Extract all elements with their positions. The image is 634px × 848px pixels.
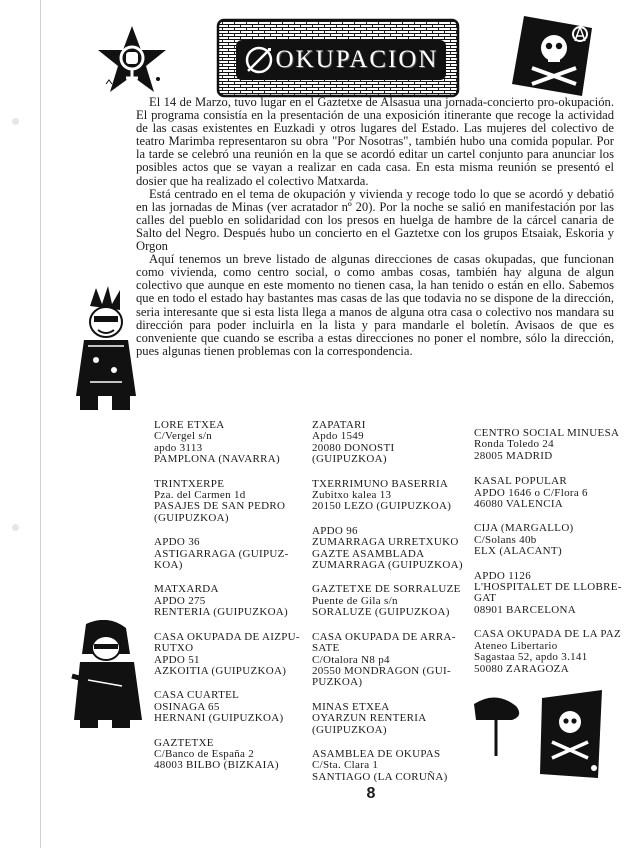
address-column-2 bbox=[312, 420, 464, 796]
address-line: PAMPLONA (NAVARRA) bbox=[154, 453, 280, 466]
address-line: RENTERIA (GUIPUZKOA) bbox=[154, 606, 289, 619]
address-column-3 bbox=[474, 420, 626, 688]
address-line: APDO 96 bbox=[312, 524, 358, 537]
address-line: 20550 MONDRAGON (GUI- bbox=[312, 664, 451, 677]
address-line: TRINTXERPE bbox=[154, 477, 225, 490]
address-entry bbox=[312, 420, 464, 466]
address-line: SORALUZE (GUIPUZKOA) bbox=[312, 606, 450, 619]
address-line: CASA OKUPADA DE ARRA- bbox=[312, 630, 456, 643]
address-column-1 bbox=[154, 420, 306, 785]
address-entry bbox=[474, 571, 626, 617]
address-line: Ateneo Libertario bbox=[474, 639, 558, 652]
address-line: apdo 3113 bbox=[154, 441, 203, 454]
article-body bbox=[136, 96, 614, 358]
address-line: 20080 DONOSTI bbox=[312, 441, 395, 454]
address-line: C/Banco de España 2 bbox=[154, 747, 255, 760]
address-entry bbox=[154, 537, 306, 571]
address-line: C/Sta. Clara 1 bbox=[312, 759, 379, 772]
address-line: Puente de Gila s/n bbox=[312, 594, 398, 607]
address-line: 20150 LEZO (GUIPUZKOA) bbox=[312, 500, 452, 513]
address-line: APDO 1646 o C/Flora 6 bbox=[474, 486, 588, 499]
address-entry bbox=[312, 479, 464, 513]
address-entry bbox=[312, 702, 464, 736]
address-entry bbox=[312, 632, 464, 689]
address-line: MATXARDA bbox=[154, 583, 219, 596]
address-entry bbox=[154, 584, 306, 618]
page-title bbox=[236, 40, 446, 80]
address-line: SATE bbox=[312, 642, 340, 655]
address-line: RUTXO bbox=[154, 642, 194, 655]
paragraph: Aquí tenemos un breve listado de algunas direcciones de casas okupadas, que funcionan como vivienda, como centro social, o como ambas cosas, también hay alguna de algun colectivo que aunque en este momento no tienen casa, la han tenido o están en ello. Sabemos que en todo el estado hay bastantes mas casas de las que todavia no se dispone de la dirección, seria interesante que si esta lista llega a manos de alguna otra casa o colectivo nos mandara su dirección para poder incluirla en la lista y para mandarle el boletín. Avisaos de que es conveniente que cuando se escriba a estas direcciones no poner el nombre, sólo la dirección, pues algunas tienen problemas con la correspondencia. bbox=[136, 252, 614, 358]
address-line: 08901 BARCELONA bbox=[474, 603, 576, 616]
address-line: CASA OKUPADA DE AIZPU- bbox=[154, 630, 300, 643]
address-line: CIJA (MARGALLO) bbox=[474, 522, 574, 535]
address-line: 28005 MADRID bbox=[474, 449, 553, 462]
punch-hole bbox=[12, 118, 19, 125]
address-line: SANTIAGO (LA CORUÑA) bbox=[312, 770, 448, 783]
address-line: Apdo 1549 bbox=[312, 430, 364, 443]
address-line: PASAJES DE SAN PEDRO bbox=[154, 500, 286, 513]
address-line: 48003 BILBO (BIZKAIA) bbox=[154, 759, 279, 772]
address-line: ZUMARRAGA URRETXUKO bbox=[312, 536, 459, 549]
address-line: KOA) bbox=[154, 559, 183, 572]
address-line: ZAPATARI bbox=[312, 419, 366, 431]
address-entry bbox=[154, 632, 306, 678]
address-line: TXERRIMUNO BASERRIA bbox=[312, 477, 449, 490]
address-line: APDO 36 bbox=[154, 536, 200, 549]
page-number: 8 bbox=[366, 785, 376, 802]
address-line: Zubitxo kalea 13 bbox=[312, 489, 392, 502]
address-line: Pza. del Carmen 1d bbox=[154, 489, 246, 502]
pirate-flag-icon bbox=[466, 686, 606, 782]
address-line: KASAL POPULAR bbox=[474, 475, 568, 488]
binding-edge bbox=[40, 0, 41, 848]
address-line: CENTRO SOCIAL MINUESA bbox=[474, 427, 620, 439]
address-line: L'HOSPITALET DE LLOBRE- bbox=[474, 581, 622, 594]
address-line: (GUIPUZKOA) bbox=[154, 511, 229, 524]
skull-crossbones-anarchy-icon bbox=[504, 14, 596, 98]
address-entry bbox=[474, 629, 626, 675]
address-line: GAZTETXE bbox=[154, 736, 214, 749]
paragraph: Está centrado en el tema de okupación y vivienda y recoge todo lo que se acordó y debatió en las jornadas de Minas (ver acratador nº 20). Por la noche se salió en manifestación por las calles del pueblo en solidaridad con los presos en huelga de hambre de la cárcel canaria de Salto del Negro. Después hubo un concierto en el Gaztetxe con los grupos Etsaiak, Eskoria y Orgon bbox=[136, 186, 614, 254]
address-line: CASA CUARTEL bbox=[154, 689, 240, 702]
address-line: 46080 VALENCIA bbox=[474, 498, 564, 511]
address-line: C/Solans 40b bbox=[474, 533, 537, 546]
address-line: GAZTETXE DE SORRALUZE bbox=[312, 583, 461, 596]
address-line: APDO 275 bbox=[154, 594, 206, 607]
punk-cartoon-icon bbox=[66, 286, 144, 412]
address-line: AZKOITIA (GUIPUZKOA) bbox=[154, 664, 287, 677]
address-line: (GUIPUZKOA) bbox=[312, 453, 387, 466]
hooded-figure-cartoon-icon bbox=[68, 620, 150, 730]
address-line: PUZKOA) bbox=[312, 676, 363, 689]
address-entry bbox=[154, 479, 306, 525]
address-line: CASA OKUPADA DE LA PAZ bbox=[474, 628, 621, 641]
address-line: ELX (ALACANT) bbox=[474, 545, 562, 558]
address-entry bbox=[312, 584, 464, 618]
punch-hole bbox=[12, 524, 19, 531]
address-line: C/Otalora N8 p4 bbox=[312, 653, 390, 666]
address-line: GAT bbox=[474, 592, 497, 605]
address-line: (GUIPUZKOA) bbox=[312, 723, 387, 736]
address-line: LORE ETXEA bbox=[154, 419, 225, 431]
address-entry bbox=[154, 690, 306, 724]
address-line: OSINAGA 65 bbox=[154, 700, 220, 713]
address-line: OYARZUN RENTERIA bbox=[312, 712, 427, 725]
star-feminist-fist-icon bbox=[96, 24, 168, 100]
address-entry bbox=[154, 738, 306, 772]
address-line: ZUMARRAGA (GUIPUZKOA) bbox=[312, 559, 463, 572]
paragraph: El 14 de Marzo, tuvo lugar en el Gaztetxe de Alsasua una jornada-concierto pro-okupación. El programa consistía en la presentación de una exposición itinerante que recoge la actividad de las casas existentes en Euzkadi y otros lugares del Estado. Las mujeres del colectivo de teatro Marimba representaron su obra "Por Nosotras", también hubo una comida popular. Por la tarde se celebró una reunión en la que se acordó editar un cartel conjunto para anunciar los posibles actos que se vayan a realizar en cada casa. En esta misma reunión se presentó el dosier que ha realizado el colectivo Matxarda. bbox=[136, 95, 614, 188]
address-entry bbox=[312, 749, 464, 783]
address-entry bbox=[154, 420, 306, 466]
address-line: ASTIGARRAGA (GUIPUZ- bbox=[154, 547, 289, 560]
address-line: 50080 ZARAGOZA bbox=[474, 662, 569, 675]
address-line: HERNANI (GUIPUZKOA) bbox=[154, 712, 284, 725]
address-entry bbox=[474, 428, 626, 462]
address-line: MINAS ETXEA bbox=[312, 700, 390, 713]
address-entry bbox=[312, 526, 464, 572]
address-line: C/Vergel s/n bbox=[154, 430, 213, 443]
okupa-symbol-icon bbox=[244, 45, 274, 75]
address-line: Ronda Toledo 24 bbox=[474, 438, 554, 451]
address-line: GAZTE ASAMBLADA bbox=[312, 547, 425, 560]
address-line: APDO 51 bbox=[154, 653, 200, 666]
address-entry bbox=[474, 476, 626, 510]
address-line: Sagastaa 52, apdo 3.141 bbox=[474, 651, 588, 664]
address-entry bbox=[474, 523, 626, 557]
address-line: APDO 1126 bbox=[474, 569, 531, 582]
address-line: ASAMBLEA DE OKUPAS bbox=[312, 747, 441, 760]
title-label: OKUPACION bbox=[275, 46, 439, 73]
